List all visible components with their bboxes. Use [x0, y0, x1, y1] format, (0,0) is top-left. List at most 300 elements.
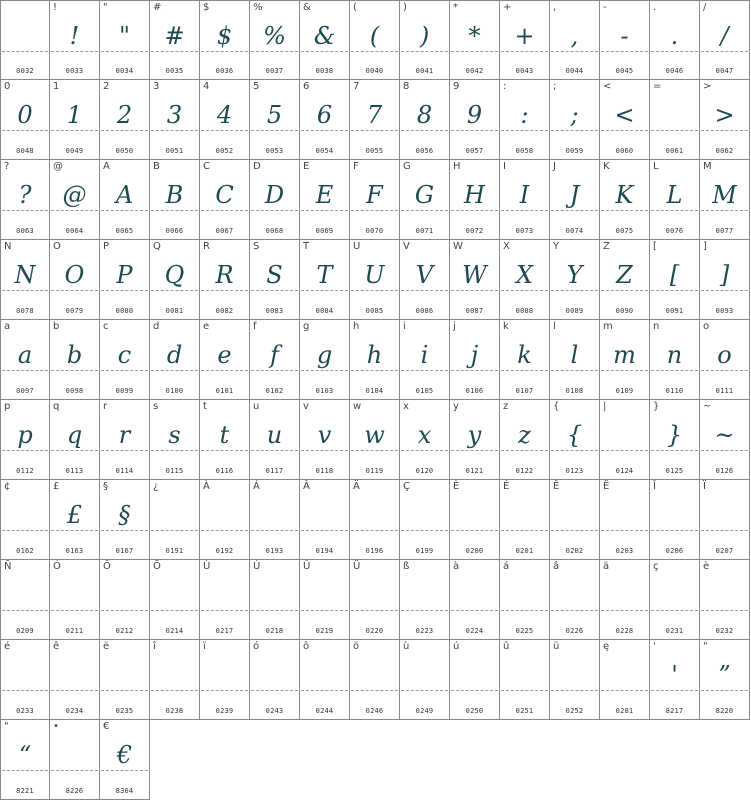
baseline-divider: [101, 530, 148, 531]
character-code: 0032: [16, 67, 34, 75]
font-glyph-sample: %: [263, 22, 286, 50]
glyph-cell: [200, 560, 250, 640]
character-code: 0239: [215, 707, 234, 715]
baseline-divider: [251, 51, 298, 52]
baseline-divider: [551, 450, 598, 451]
character-code: 0102: [265, 387, 284, 395]
character-code: 8221: [16, 787, 34, 795]
character-code: 0098: [65, 387, 84, 395]
character-code: 0191: [165, 547, 184, 555]
character-code: 0109: [615, 387, 634, 395]
reference-character: É: [503, 481, 510, 492]
reference-character: ¢: [4, 481, 11, 492]
character-code: 0106: [465, 387, 484, 395]
glyph-cell: [550, 320, 600, 400]
character-code: 0085: [365, 307, 384, 315]
character-code: 8364: [115, 787, 134, 795]
reference-character: [: [653, 241, 657, 252]
glyph-cell: [400, 0, 450, 80]
character-code: 0103: [315, 387, 334, 395]
reference-character: ë: [103, 641, 110, 652]
character-code: 8220: [715, 707, 734, 715]
glyph-cell: [450, 560, 500, 640]
reference-character: x: [403, 401, 409, 412]
character-code: 0053: [265, 147, 284, 155]
reference-character: T: [303, 241, 310, 252]
baseline-divider: [51, 210, 98, 211]
character-code: 0046: [665, 67, 684, 75]
reference-character: â: [553, 561, 560, 572]
reference-character: Ç: [403, 481, 410, 492]
baseline-divider: [451, 290, 498, 291]
glyph-cell: [50, 240, 100, 320]
character-code: 0107: [515, 387, 534, 395]
reference-character: v: [303, 401, 309, 412]
baseline-divider: [501, 210, 548, 211]
character-code: 0220: [365, 627, 384, 635]
glyph-cell: [500, 560, 550, 640]
glyph-cell: [550, 0, 600, 80]
baseline-divider: [651, 290, 698, 291]
font-glyph-sample: d: [166, 341, 183, 369]
character-code: 0050: [115, 147, 134, 155]
baseline-divider: [51, 690, 98, 691]
glyph-cell: [450, 320, 500, 400]
baseline-divider: [401, 530, 448, 531]
font-glyph-sample: #: [164, 22, 185, 50]
character-code: 0078: [16, 307, 34, 315]
baseline-divider: [301, 51, 348, 52]
glyph-cell: [150, 320, 200, 400]
baseline-divider: [101, 690, 148, 691]
reference-character: >: [703, 81, 712, 92]
baseline-divider: [51, 530, 98, 531]
reference-character: €: [103, 721, 110, 732]
character-code: 0209: [16, 627, 34, 635]
glyph-cell: [100, 320, 150, 400]
font-glyph-sample: !: [69, 22, 80, 50]
character-code: 0038: [315, 67, 334, 75]
character-code: 0211: [65, 627, 84, 635]
font-glyph-sample: /: [720, 22, 729, 50]
font-glyph-sample: b: [66, 341, 83, 369]
glyph-cell: [0, 640, 50, 720]
reference-character: f: [253, 321, 257, 332]
character-code: 0083: [265, 307, 284, 315]
glyph-cell: [500, 240, 550, 320]
glyph-cell: [500, 400, 550, 480]
baseline-divider: [351, 290, 398, 291]
reference-character: ~: [703, 401, 712, 412]
reference-character: À: [203, 481, 210, 492]
reference-character: .: [653, 2, 657, 13]
glyph-cell: [200, 240, 250, 320]
font-glyph-sample: §: [118, 501, 131, 529]
baseline-divider: [451, 690, 498, 691]
reference-character: V: [403, 241, 410, 252]
character-code: 0226: [565, 627, 584, 635]
reference-character: D: [253, 161, 261, 172]
reference-character: ù: [403, 641, 410, 652]
font-glyph-sample: }: [666, 421, 683, 449]
font-glyph-sample: h: [366, 341, 383, 369]
glyph-cell: [500, 640, 550, 720]
glyph-cell: [600, 240, 650, 320]
character-code: 0088: [515, 307, 534, 315]
font-glyph-sample: r: [118, 421, 131, 449]
reference-character: %: [253, 2, 263, 13]
glyph-cell: [200, 0, 250, 80]
font-glyph-sample: £: [66, 501, 83, 529]
baseline-divider: [701, 450, 748, 451]
glyph-cell: [400, 80, 450, 160]
character-code: 0238: [165, 707, 184, 715]
glyph-cell: [300, 480, 350, 560]
glyph-cell: [650, 560, 700, 640]
character-code: 0202: [565, 547, 584, 555]
character-code: 0123: [565, 467, 584, 475]
reference-character: z: [503, 401, 509, 412]
glyph-cell: [100, 480, 150, 560]
glyph-cell: [700, 0, 750, 80]
glyph-cell: [50, 160, 100, 240]
glyph-cell: [200, 640, 250, 720]
font-glyph-sample: ;: [570, 101, 579, 129]
glyph-cell: [0, 720, 50, 800]
glyph-cell: [150, 0, 200, 80]
reference-character: =: [653, 81, 662, 92]
baseline-divider: [451, 610, 498, 611]
character-code: 0058: [515, 147, 534, 155]
reference-character: 3: [153, 81, 160, 92]
character-code: 0218: [265, 627, 284, 635]
reference-character: Ñ: [4, 561, 12, 572]
reference-character: B: [153, 161, 160, 172]
glyph-cell: [250, 400, 300, 480]
reference-character: /: [703, 2, 707, 13]
glyph-cell: [50, 640, 100, 720]
baseline-divider: [601, 610, 648, 611]
baseline-divider: [201, 290, 248, 291]
baseline-divider: [401, 290, 448, 291]
baseline-divider: [601, 530, 648, 531]
baseline-divider: [501, 51, 548, 52]
reference-character: C: [203, 161, 210, 172]
baseline-divider: [301, 290, 348, 291]
baseline-divider: [351, 450, 398, 451]
glyph-cell: [0, 160, 50, 240]
glyph-cell: [600, 160, 650, 240]
font-glyph-sample: k: [517, 341, 532, 369]
reference-character: Ö: [153, 561, 161, 572]
font-glyph-sample: ": [118, 22, 131, 50]
character-code: 0084: [315, 307, 334, 315]
character-code: 0162: [16, 547, 34, 555]
character-code: 0081: [165, 307, 184, 315]
character-code: 0049: [65, 147, 84, 155]
character-code: 0244: [315, 707, 334, 715]
glyph-cell: [250, 0, 300, 80]
character-code: 0101: [215, 387, 234, 395]
character-code: 0233: [16, 707, 34, 715]
glyph-cell: [450, 400, 500, 480]
reference-character: u: [253, 401, 260, 412]
reference-character: Z: [603, 241, 610, 252]
baseline-divider: [151, 690, 198, 691]
character-code: 0041: [415, 67, 434, 75]
character-code: 0075: [615, 227, 634, 235]
baseline-divider: [151, 210, 198, 211]
baseline-divider: [301, 450, 348, 451]
font-glyph-sample: g: [316, 341, 333, 369]
baseline-divider: [301, 130, 348, 131]
reference-character: L: [653, 161, 659, 172]
glyph-cell: [150, 240, 200, 320]
glyph-cell: [250, 80, 300, 160]
character-code: 0104: [365, 387, 384, 395]
baseline-divider: [451, 51, 498, 52]
baseline-divider: [501, 130, 548, 131]
reference-character: q: [53, 401, 60, 412]
baseline-divider: [501, 370, 548, 371]
reference-character: @: [53, 161, 63, 172]
baseline-divider: [501, 530, 548, 531]
font-glyph-sample: t: [219, 421, 230, 449]
baseline-divider: [2, 770, 48, 771]
font-glyph-sample: (: [369, 22, 380, 50]
baseline-divider: [651, 610, 698, 611]
baseline-divider: [301, 530, 348, 531]
character-code: 0067: [215, 227, 234, 235]
baseline-divider: [551, 530, 598, 531]
glyph-cell: [600, 640, 650, 720]
reference-character: M: [703, 161, 712, 172]
font-glyph-sample: m: [613, 341, 636, 369]
glyph-cell: [600, 0, 650, 80]
character-code: 0122: [515, 467, 534, 475]
character-code: 0057: [465, 147, 484, 155]
font-glyph-sample: Y: [566, 261, 583, 289]
reference-character: ê: [53, 641, 60, 652]
baseline-divider: [351, 610, 398, 611]
baseline-divider: [601, 290, 648, 291]
reference-character: p: [4, 401, 11, 412]
glyph-cell: [100, 720, 150, 800]
character-code: 8226: [65, 787, 84, 795]
baseline-divider: [651, 690, 698, 691]
baseline-divider: [401, 690, 448, 691]
baseline-divider: [501, 610, 548, 611]
font-glyph-sample: K: [615, 181, 634, 209]
character-code: 0090: [615, 307, 634, 315]
reference-character: Ê: [553, 481, 560, 492]
reference-character: d: [153, 321, 160, 332]
baseline-divider: [651, 51, 698, 52]
font-glyph-sample: &: [313, 22, 336, 50]
font-glyph-sample: e: [217, 341, 232, 369]
baseline-divider: [51, 770, 98, 771]
character-code: 0074: [565, 227, 584, 235]
font-glyph-sample: ?: [18, 181, 32, 209]
glyph-cell: [350, 640, 400, 720]
reference-character: (: [353, 2, 357, 13]
reference-character: }: [653, 401, 660, 412]
font-glyph-sample: I: [519, 181, 530, 209]
glyph-cell: [250, 560, 300, 640]
glyph-cell: [150, 560, 200, 640]
glyph-cell: [550, 160, 600, 240]
font-glyph-sample: C: [215, 181, 234, 209]
glyph-cell: [600, 560, 650, 640]
glyph-cell: [100, 160, 150, 240]
font-glyph-sample: ': [671, 661, 678, 689]
reference-character: á: [503, 561, 510, 572]
baseline-divider: [551, 610, 598, 611]
font-glyph-sample: ]: [719, 261, 730, 289]
glyph-cell: [250, 640, 300, 720]
font-glyph-sample: f: [270, 341, 279, 369]
baseline-divider: [251, 610, 298, 611]
baseline-divider: [401, 51, 448, 52]
baseline-divider: [101, 130, 148, 131]
character-code: 0061: [665, 147, 684, 155]
character-code: 0235: [115, 707, 134, 715]
glyph-cell: [50, 560, 100, 640]
glyph-cell: [0, 0, 50, 80]
glyph-cell: [700, 160, 750, 240]
baseline-divider: [451, 210, 498, 211]
font-glyph-sample: @: [62, 181, 87, 209]
glyph-cell: [300, 0, 350, 80]
character-code: 0124: [615, 467, 634, 475]
glyph-cell: [250, 320, 300, 400]
glyph-cell: [700, 560, 750, 640]
baseline-divider: [251, 210, 298, 211]
character-code: 0225: [515, 627, 534, 635]
glyph-cell: [0, 320, 50, 400]
baseline-divider: [651, 370, 698, 371]
glyph-cell: [250, 480, 300, 560]
glyph-cell: [100, 400, 150, 480]
character-code: 0076: [665, 227, 684, 235]
font-glyph-sample: ”: [718, 661, 731, 689]
glyph-cell: [600, 480, 650, 560]
reference-character: $: [203, 2, 210, 13]
font-glyph-sample: *: [468, 22, 481, 50]
baseline-divider: [701, 290, 748, 291]
reference-character: e: [203, 321, 210, 332]
glyph-cell: [100, 640, 150, 720]
reference-character: ": [103, 2, 108, 13]
character-code: 0100: [165, 387, 184, 395]
font-glyph-sample: 5: [266, 101, 283, 129]
reference-character: Ô: [103, 561, 111, 572]
font-glyph-sample: >: [714, 101, 735, 129]
reference-character: U: [353, 241, 361, 252]
glyph-cell: [150, 160, 200, 240]
glyph-cell: [350, 160, 400, 240]
font-glyph-sample: $: [216, 22, 233, 50]
font-glyph-sample: G: [414, 181, 435, 209]
font-glyph-sample: E: [315, 181, 334, 209]
reference-character: ß: [403, 561, 410, 572]
reference-character: Ù: [203, 561, 211, 572]
glyph-cell: [650, 0, 700, 80]
character-code: 0059: [565, 147, 584, 155]
glyph-cell: [150, 480, 200, 560]
glyph-cell: [550, 640, 600, 720]
character-code: 0114: [115, 467, 134, 475]
character-code: 0064: [65, 227, 84, 235]
character-code: 0118: [315, 467, 334, 475]
reference-character: Ë: [603, 481, 610, 492]
baseline-divider: [101, 610, 148, 611]
glyph-cell: [500, 160, 550, 240]
character-code: 0099: [115, 387, 134, 395]
character-code: 0060: [615, 147, 634, 155]
reference-character: Ï: [703, 481, 706, 492]
glyph-cell: [300, 160, 350, 240]
glyph-cell: [450, 640, 500, 720]
glyph-cell: [400, 480, 450, 560]
font-glyph-sample: +: [514, 22, 535, 50]
glyph-cell: [650, 240, 700, 320]
character-code: 0111: [715, 387, 734, 395]
character-code: 0063: [16, 227, 34, 235]
character-code: 0212: [115, 627, 134, 635]
glyph-cell: [100, 0, 150, 80]
character-code: 0055: [365, 147, 384, 155]
baseline-divider: [551, 370, 598, 371]
character-code: 0086: [415, 307, 434, 315]
character-code: 0071: [415, 227, 434, 235]
font-glyph-sample: :: [520, 101, 529, 129]
character-code: 0087: [465, 307, 484, 315]
glyph-cell: [350, 320, 400, 400]
reference-character: n: [653, 321, 660, 332]
baseline-divider: [51, 51, 98, 52]
glyph-cell: [400, 160, 450, 240]
glyph-cell: [200, 400, 250, 480]
character-code: 0052: [215, 147, 234, 155]
character-code: 0105: [415, 387, 434, 395]
baseline-divider: [151, 530, 198, 531]
glyph-cell: [0, 240, 50, 320]
reference-character: ü: [553, 641, 560, 652]
baseline-divider: [51, 450, 98, 451]
font-glyph-sample: {: [566, 421, 583, 449]
reference-character: t: [203, 401, 207, 412]
character-code: 0047: [715, 67, 734, 75]
glyph-cell: [100, 240, 150, 320]
baseline-divider: [701, 51, 748, 52]
character-code: 0121: [465, 467, 484, 475]
glyph-cell: [700, 640, 750, 720]
character-code: 0073: [515, 227, 534, 235]
baseline-divider: [101, 51, 148, 52]
reference-character: P: [103, 241, 110, 252]
font-glyph-sample: p: [17, 421, 33, 449]
glyph-cell: [150, 400, 200, 480]
character-code: 0203: [615, 547, 634, 555]
reference-character: I: [503, 161, 506, 172]
character-code: 0115: [165, 467, 184, 475]
baseline-divider: [2, 610, 48, 611]
character-code: 0199: [415, 547, 434, 555]
font-glyph-sample: H: [464, 181, 485, 209]
glyph-cell: [200, 480, 250, 560]
glyph-cell: [200, 160, 250, 240]
